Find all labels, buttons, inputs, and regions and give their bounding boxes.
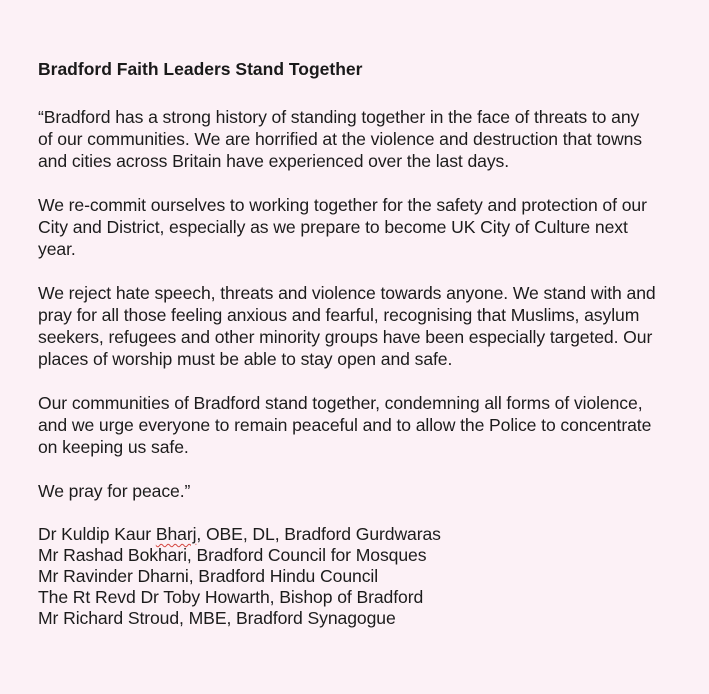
statement-title: Bradford Faith Leaders Stand Together bbox=[38, 59, 363, 79]
signatory-mosques: Mr Rashad Bokhari, Bradford Council for Mosques bbox=[38, 545, 427, 565]
signatory-role: , OBE, DL, Bradford Gurdwaras bbox=[196, 524, 441, 544]
statement-body bbox=[38, 106, 689, 502]
spellcheck-flagged-word[interactable]: Bharj bbox=[155, 524, 197, 544]
signatory-gurdwaras bbox=[38, 524, 689, 545]
signatories-list bbox=[38, 524, 689, 629]
signatory-bishop: The Rt Revd Dr Toby Howarth, Bishop of Bradford bbox=[38, 587, 424, 607]
signatory-hindu-council: Mr Ravinder Dharni, Bradford Hindu Council bbox=[38, 566, 379, 586]
signatory-name-prefix: Dr Kuldip Kaur bbox=[38, 524, 156, 544]
signatory-synagogue: Mr Richard Stroud, MBE, Bradford Synagogue bbox=[38, 608, 396, 628]
paragraph-prayer: We pray for peace.” bbox=[38, 481, 191, 501]
paragraph-communities: Our communities of Bradford stand together, condemning all forms of violence, and we urge everyone to remain peaceful and to allow the Police to concentrate on keeping us safe. bbox=[38, 393, 652, 457]
paragraph-intro: “Bradford has a strong history of standing together in the face of threats to any of our communities. We are horrified at the violence and destruction that towns and cities across Britain have experienced over the last days. bbox=[38, 107, 642, 171]
paragraph-recommit: We re-commit ourselves to working together for the safety and protection of our City and District, especially as we prepare to become UK City of Culture next year. bbox=[38, 195, 647, 259]
paragraph-reject-hate: We reject hate speech, threats and violence towards anyone. We stand with and pray for all those feeling anxious and fearful, recognising that Muslims, asylum seekers, refugees and other minority groups have been especially targeted. Our places of worship must be able to stay open and safe. bbox=[38, 283, 656, 369]
